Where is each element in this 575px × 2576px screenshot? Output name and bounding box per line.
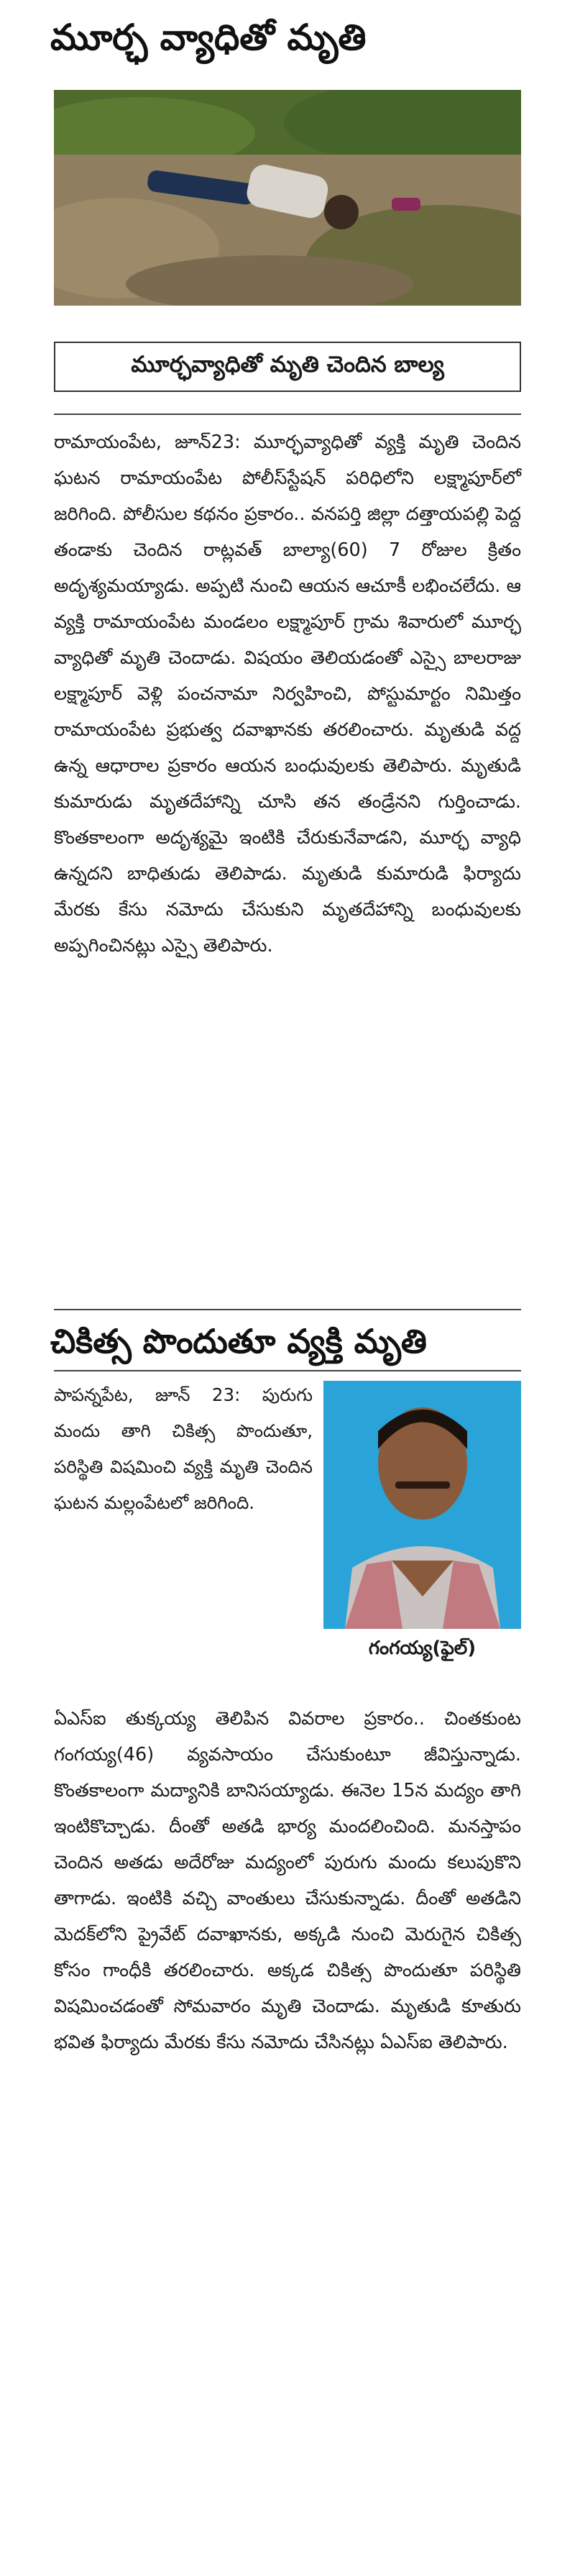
man-portrait-image <box>323 1381 521 1629</box>
article1-photo <box>54 90 521 306</box>
article2-headline: చికిత్స పొందుతూ వ్యక్తి మృతి <box>50 1322 427 1361</box>
article2-photo <box>323 1381 521 1629</box>
person-lying-in-field-image <box>54 90 521 306</box>
article2-body-bottom: ఏఎస్ఐ తుక్కయ్య తెలిపిన వివరాల ప్రకారం.. చింతకుంట గంగయ్య(46) వ్యవసాయం చేసుకుంటూ జీవిస్తున్నాడు. కొంతకాలంగా మద్యానికి బానిసయ్యాడు. ఈనెల 15న మద్యం తాగి ఇంటికొచ్చాడు. దీంతో అతడి భార్య మందలించింది. మనస్తాపం చెందిన అతడు అదేరోజు మద్యంలో పురుగు మందు కలుపుకొని తాగాడు. ఇంటికి వచ్చి వాంతులు చేసుకున్నాడు. దీంతో అతడిని మెదక్‌లోని ప్రైవేట్ దవాఖానకు, అక్కడి నుంచి మెరుగైన చికిత్స కోసం గాంధీకి తరలించారు. అక్కడ చికిత్స పొందుతూ పరిస్థితి విషమించడంతో సోమవారం మృతి చెందాడు. మృతుడి కూతురు భవిత ఫిర్యాదు మేరకు కేసు నమోదు చేసినట్లు ఏఎస్ఐ తెలిపారు. <box>54 1708 521 2053</box>
article1-photo-caption: మూర్ఛవ్యాధితో మృతి చెందిన బాల్య <box>54 342 521 392</box>
article2-body-top: పాపన్నపేట, జూన్ 23: పురుగు మందు తాగి చికిత్స పొందుతూ, పరిస్థితి విషమించి వ్యక్తి మృతి చెందిన ఘటన మల్లంపేటలో జరిగింది. <box>54 1384 313 1513</box>
divider <box>54 1370 521 1371</box>
article1-body: రామాయంపేట, జూన్23: మూర్ఛవ్యాధితో వ్యక్తి మృతి చెందిన ఘటన రామాయంపేట పోలీస్‌స్టేషన్ పరిధిలోని లక్ష్మాపూర్‌లో జరిగింది. పోలీసుల కథనం ప్రకారం.. వనపర్తి జిల్లా దత్తాయపల్లి పెద్ద తండాకు చెందిన రాట్లవత్ బాల్యా(60) 7 రోజుల క్రితం అదృశ్యమయ్యాడు. అప్పటి నుంచి ఆయన ఆచూకీ లభించలేదు. ఆ వ్యక్తి రామాయంపేట మండలం లక్ష్మాపూర్ గ్రామ శివారులో మూర్ఛ వ్యాధితో మృతి చెందాడు. విషయం తెలియడంతో ఎస్సై బాలరాజు లక్ష్మాపూర్ వెళ్లి పంచనామా నిర్వహించి, పోస్టుమార్టం నిమిత్తం రామాయంపేట ప్రభుత్వ దవాఖానకు తరలించారు. మృతుడి వద్ద ఉన్న ఆధారాల ప్రకారం ఆయన బంధువులకు తెలిపారు. మృతుడి కుమారుడు మృతదేహాన్ని చూసి తన తండ్రేనని గుర్తించాడు. కొంతకాలంగా అదృశ్యమై ఇంటికి చేరుకునేవాడని, మూర్ఛ వ్యాధి ఉన్నదని బాధితుడు తెలిపాడు. మృతుడి కుమారుడి ఫిర్యాదు మేరకు కేసు నమోదు చేసుకుని మృతదేహాన్ని బంధువులకు అప్పగించినట్లు ఎస్సై తెలిపారు. <box>54 431 521 956</box>
divider <box>54 1309 521 1310</box>
article2-photo-caption: గంగయ్య(ఫైల్) <box>323 1629 521 1672</box>
article1-headline: మూర్ఛ వ్యాధితో మృతి <box>50 17 367 58</box>
divider <box>54 414 521 415</box>
